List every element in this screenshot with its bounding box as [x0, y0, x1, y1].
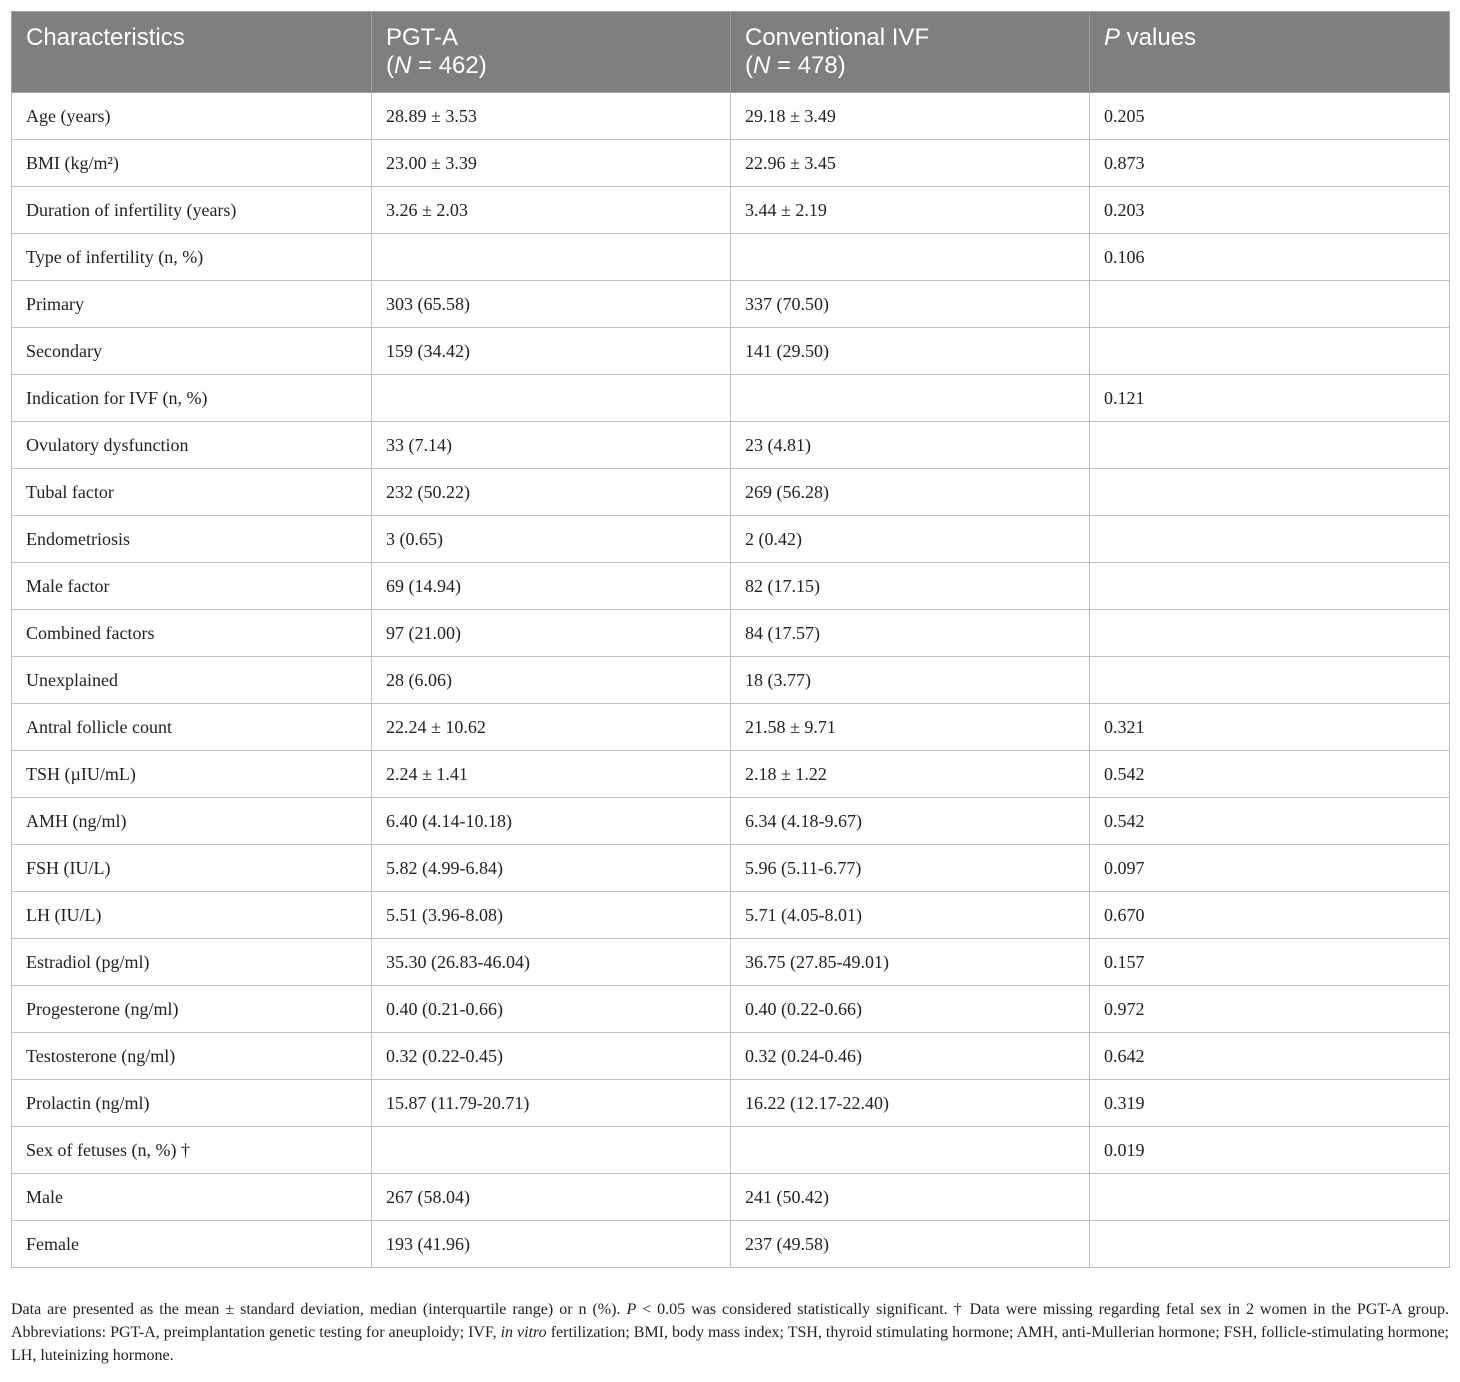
- cell-pgt-a: 0.40 (0.21-0.66): [372, 986, 731, 1033]
- cell-p-value: [1090, 281, 1450, 328]
- table-row: [12, 281, 1450, 328]
- cell-pgt-a: 3.26 ± 2.03: [372, 187, 731, 234]
- cell-p-value: 0.321: [1090, 704, 1450, 751]
- table-row: [12, 657, 1450, 704]
- cell-pgt-a: 15.87 (11.79-20.71): [372, 1080, 731, 1127]
- cell-characteristic: Age (years): [12, 93, 372, 140]
- cell-characteristic: LH (IU/L): [12, 892, 372, 939]
- cell-conventional-ivf: 84 (17.57): [731, 610, 1090, 657]
- cell-pgt-a: 193 (41.96): [372, 1221, 731, 1268]
- table-row: [12, 563, 1450, 610]
- table-row: [12, 1174, 1450, 1221]
- cell-p-value: [1090, 1221, 1450, 1268]
- cell-p-value: [1090, 610, 1450, 657]
- cell-conventional-ivf: 82 (17.15): [731, 563, 1090, 610]
- cell-characteristic: Indication for IVF (n, %): [12, 375, 372, 422]
- cell-conventional-ivf: 6.34 (4.18-9.67): [731, 798, 1090, 845]
- cell-characteristic: Progesterone (ng/ml): [12, 986, 372, 1033]
- cell-characteristic: Unexplained: [12, 657, 372, 704]
- table-row: [12, 516, 1450, 563]
- cell-p-value: 0.670: [1090, 892, 1450, 939]
- table-row: [12, 610, 1450, 657]
- cell-conventional-ivf: 2.18 ± 1.22: [731, 751, 1090, 798]
- cell-pgt-a: 303 (65.58): [372, 281, 731, 328]
- table-row: [12, 234, 1450, 281]
- table-row: [12, 798, 1450, 845]
- cell-characteristic: Female: [12, 1221, 372, 1268]
- table-row: [12, 328, 1450, 375]
- cell-conventional-ivf: 237 (49.58): [731, 1221, 1090, 1268]
- cell-conventional-ivf: 3.44 ± 2.19: [731, 187, 1090, 234]
- cell-pgt-a: 23.00 ± 3.39: [372, 140, 731, 187]
- cell-pgt-a: 2.24 ± 1.41: [372, 751, 731, 798]
- cell-conventional-ivf: 21.58 ± 9.71: [731, 704, 1090, 751]
- cell-characteristic: Combined factors: [12, 610, 372, 657]
- cell-conventional-ivf: 5.71 (4.05-8.01): [731, 892, 1090, 939]
- cell-characteristic: Testosterone (ng/ml): [12, 1033, 372, 1080]
- table-body: [12, 93, 1450, 1268]
- cell-p-value: 0.121: [1090, 375, 1450, 422]
- table-row: [12, 375, 1450, 422]
- header-conventional-ivf: [731, 12, 1090, 93]
- cell-p-value: 0.873: [1090, 140, 1450, 187]
- cell-conventional-ivf: 0.40 (0.22-0.66): [731, 986, 1090, 1033]
- header-pgt-a-name: PGT-A: [386, 24, 459, 51]
- cell-conventional-ivf: 22.96 ± 3.45: [731, 140, 1090, 187]
- cell-characteristic: Prolactin (ng/ml): [12, 1080, 372, 1127]
- cell-characteristic: FSH (IU/L): [12, 845, 372, 892]
- table-row: [12, 1127, 1450, 1174]
- cell-characteristic: Type of infertility (n, %): [12, 234, 372, 281]
- cell-conventional-ivf: 2 (0.42): [731, 516, 1090, 563]
- cell-characteristic: Ovulatory dysfunction: [12, 422, 372, 469]
- cell-conventional-ivf: 241 (50.42): [731, 1174, 1090, 1221]
- cell-conventional-ivf: 36.75 (27.85-49.01): [731, 939, 1090, 986]
- cell-characteristic: BMI (kg/m²): [12, 140, 372, 187]
- cell-p-value: [1090, 1174, 1450, 1221]
- cell-characteristic: AMH (ng/ml): [12, 798, 372, 845]
- cell-pgt-a: 5.51 (3.96-8.08): [372, 892, 731, 939]
- cell-conventional-ivf: 18 (3.77): [731, 657, 1090, 704]
- cell-conventional-ivf: 0.32 (0.24-0.46): [731, 1033, 1090, 1080]
- cell-conventional-ivf: [731, 375, 1090, 422]
- cell-p-value: [1090, 563, 1450, 610]
- cell-p-value: 0.203: [1090, 187, 1450, 234]
- cell-characteristic: TSH (µIU/mL): [12, 751, 372, 798]
- cell-p-value: 0.097: [1090, 845, 1450, 892]
- cell-pgt-a: 28.89 ± 3.53: [372, 93, 731, 140]
- cell-pgt-a: 69 (14.94): [372, 563, 731, 610]
- characteristics-table-container: [11, 11, 1449, 1268]
- table-row: [12, 1221, 1450, 1268]
- cell-conventional-ivf: 337 (70.50): [731, 281, 1090, 328]
- cell-pgt-a: 28 (6.06): [372, 657, 731, 704]
- cell-pgt-a: 0.32 (0.22-0.45): [372, 1033, 731, 1080]
- cell-p-value: [1090, 516, 1450, 563]
- cell-characteristic: Antral follicle count: [12, 704, 372, 751]
- header-ivf-name: Conventional IVF: [745, 24, 930, 51]
- table-footnote: Data are presented as the mean ± standard deviation, median (interquartile range) or n (%). P < 0.05 was considered statistically significant. † Data were missing regarding fetal sex in 2 women in the PGT-A group. Abbreviations: PGT-A, preimplantation genetic testing for aneuploidy; IVF, in vitro fertilization; BMI, body mass index; TSH, thyroid stimulating hormone; AMH, anti-Mullerian hormone; FSH, follicle-stimulating hormone; LH, luteinizing hormone.: [11, 1301, 1449, 1364]
- cell-pgt-a: 35.30 (26.83-46.04): [372, 939, 731, 986]
- cell-p-value: 0.019: [1090, 1127, 1450, 1174]
- cell-conventional-ivf: 23 (4.81): [731, 422, 1090, 469]
- cell-characteristic: Endometriosis: [12, 516, 372, 563]
- table-row: [12, 892, 1450, 939]
- table-row: [12, 986, 1450, 1033]
- cell-p-value: [1090, 422, 1450, 469]
- cell-p-value: 0.972: [1090, 986, 1450, 1033]
- table-header-row: [12, 12, 1450, 93]
- cell-pgt-a: 159 (34.42): [372, 328, 731, 375]
- cell-characteristic: Male: [12, 1174, 372, 1221]
- cell-characteristic: Tubal factor: [12, 469, 372, 516]
- table-row: [12, 422, 1450, 469]
- header-p-values: P values: [1090, 12, 1450, 93]
- cell-characteristic: Primary: [12, 281, 372, 328]
- cell-conventional-ivf: 269 (56.28): [731, 469, 1090, 516]
- cell-pgt-a: 33 (7.14): [372, 422, 731, 469]
- cell-pgt-a: [372, 1127, 731, 1174]
- cell-conventional-ivf: 141 (29.50): [731, 328, 1090, 375]
- cell-pgt-a: 232 (50.22): [372, 469, 731, 516]
- cell-characteristic: Estradiol (pg/ml): [12, 939, 372, 986]
- table-row: [12, 140, 1450, 187]
- cell-p-value: 0.542: [1090, 798, 1450, 845]
- cell-p-value: 0.205: [1090, 93, 1450, 140]
- cell-p-value: 0.642: [1090, 1033, 1450, 1080]
- table-row: [12, 939, 1450, 986]
- cell-conventional-ivf: [731, 1127, 1090, 1174]
- cell-p-value: 0.106: [1090, 234, 1450, 281]
- table-row: [12, 1080, 1450, 1127]
- cell-pgt-a: 22.24 ± 10.62: [372, 704, 731, 751]
- table-row: [12, 1033, 1450, 1080]
- cell-characteristic: Duration of infertility (years): [12, 187, 372, 234]
- cell-p-value: 0.319: [1090, 1080, 1450, 1127]
- cell-p-value: [1090, 657, 1450, 704]
- cell-p-value: [1090, 469, 1450, 516]
- cell-characteristic: Secondary: [12, 328, 372, 375]
- cell-characteristic: Male factor: [12, 563, 372, 610]
- cell-conventional-ivf: [731, 234, 1090, 281]
- table-row: [12, 187, 1450, 234]
- cell-conventional-ivf: 16.22 (12.17-22.40): [731, 1080, 1090, 1127]
- cell-pgt-a: 5.82 (4.99-6.84): [372, 845, 731, 892]
- cell-conventional-ivf: 5.96 (5.11-6.77): [731, 845, 1090, 892]
- header-characteristics: Characteristics: [12, 12, 372, 93]
- cell-pgt-a: 97 (21.00): [372, 610, 731, 657]
- cell-p-value: 0.542: [1090, 751, 1450, 798]
- cell-pgt-a: 6.40 (4.14-10.18): [372, 798, 731, 845]
- header-pgt-a-n: (N = 462): [386, 52, 487, 79]
- cell-conventional-ivf: 29.18 ± 3.49: [731, 93, 1090, 140]
- table-row: [12, 93, 1450, 140]
- table-row: [12, 751, 1450, 798]
- cell-pgt-a: [372, 234, 731, 281]
- header-pgt-a: [372, 12, 731, 93]
- characteristics-table: [11, 11, 1450, 1268]
- header-ivf-n: (N = 478): [745, 52, 846, 79]
- cell-pgt-a: [372, 375, 731, 422]
- table-row: [12, 704, 1450, 751]
- cell-characteristic: Sex of fetuses (n, %) †: [12, 1127, 372, 1174]
- cell-p-value: [1090, 328, 1450, 375]
- cell-pgt-a: 267 (58.04): [372, 1174, 731, 1221]
- cell-p-value: 0.157: [1090, 939, 1450, 986]
- cell-pgt-a: 3 (0.65): [372, 516, 731, 563]
- table-row: [12, 845, 1450, 892]
- table-row: [12, 469, 1450, 516]
